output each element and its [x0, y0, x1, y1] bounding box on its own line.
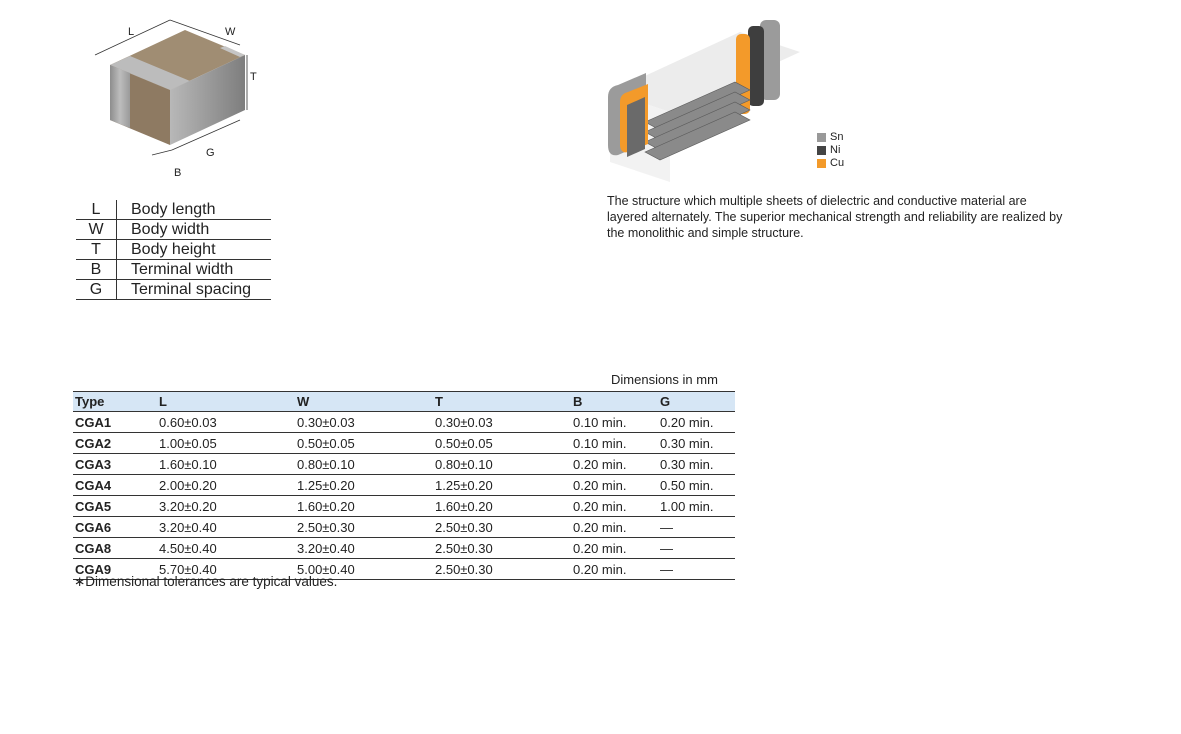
table-row [73, 517, 735, 538]
material-name: Ni [830, 144, 841, 156]
value-cell: 0.20 min. [571, 475, 658, 496]
material-name: Sn [830, 131, 844, 143]
material-item [817, 131, 844, 144]
header-l: L [157, 392, 295, 412]
dim-label-l: L [128, 26, 135, 38]
value-cell: — [658, 517, 735, 538]
swatch-cu [817, 159, 826, 168]
value-cell: 1.00±0.05 [157, 433, 295, 454]
type-cell: CGA2 [73, 433, 157, 454]
table-header-row [73, 392, 735, 412]
structure-description: The structure which multiple sheets of dielectric and conductive material are layered alternately. The superior mechanical strength and reliability are realized by the monolithic and simple structure. [607, 194, 1063, 240]
value-cell: 2.50±0.30 [433, 559, 571, 580]
value-cell: 0.30 min. [658, 454, 735, 475]
table-row [73, 454, 735, 475]
type-cell: CGA4 [73, 475, 157, 496]
value-cell: 0.10 min. [571, 433, 658, 454]
value-cell: 1.60±0.20 [433, 496, 571, 517]
value-cell: — [658, 538, 735, 559]
value-cell: 5.00±0.40 [295, 559, 433, 580]
legend-key: L [76, 200, 117, 220]
type-cell: CGA6 [73, 517, 157, 538]
value-cell: 3.20±0.40 [295, 538, 433, 559]
type-cell: CGA8 [73, 538, 157, 559]
dim-label-b: B [174, 167, 182, 179]
swatch-sn [817, 133, 826, 142]
value-cell: 1.25±0.20 [433, 475, 571, 496]
material-item [817, 144, 844, 157]
material-legend [817, 131, 844, 170]
capacitor-dimension-drawing [90, 10, 270, 185]
legend-row [76, 200, 271, 220]
value-cell: — [658, 559, 735, 580]
legend-label: Body length [117, 200, 272, 220]
value-cell: 0.80±0.10 [295, 454, 433, 475]
material-name: Cu [830, 157, 845, 169]
dim-label-g: G [206, 147, 215, 159]
value-cell: 2.50±0.30 [433, 538, 571, 559]
legend-row [76, 280, 271, 300]
value-cell: 0.30±0.03 [433, 412, 571, 433]
type-cell: CGA3 [73, 454, 157, 475]
legend-label: Terminal width [117, 260, 272, 280]
value-cell: 0.20 min. [571, 454, 658, 475]
header-w: W [295, 392, 433, 412]
dimensions-table [73, 391, 735, 580]
value-cell: 0.30±0.03 [295, 412, 433, 433]
type-cell: CGA9 [73, 559, 157, 580]
table-row [73, 475, 735, 496]
value-cell: 0.50±0.05 [433, 433, 571, 454]
legend-label: Terminal spacing [117, 280, 272, 300]
dim-label-w: W [225, 26, 236, 38]
legend-key: B [76, 260, 117, 280]
header-g: G [658, 392, 735, 412]
value-cell: 0.20 min. [571, 496, 658, 517]
value-cell: 1.00 min. [658, 496, 735, 517]
type-cell: CGA5 [73, 496, 157, 517]
value-cell: 0.10 min. [571, 412, 658, 433]
value-cell: 0.20 min. [571, 538, 658, 559]
legend-key: T [76, 240, 117, 260]
legend-key: W [76, 220, 117, 240]
table-row [73, 538, 735, 559]
header-b: B [571, 392, 658, 412]
value-cell: 2.50±0.30 [433, 517, 571, 538]
legend-row [76, 240, 271, 260]
legend-key: G [76, 280, 117, 300]
value-cell: 2.50±0.30 [295, 517, 433, 538]
value-cell: 0.60±0.03 [157, 412, 295, 433]
value-cell: 2.00±0.20 [157, 475, 295, 496]
legend-row [76, 260, 271, 280]
table-row [73, 496, 735, 517]
legend-row [76, 220, 271, 240]
value-cell: 3.20±0.20 [157, 496, 295, 517]
type-cell: CGA1 [73, 412, 157, 433]
swatch-ni [817, 146, 826, 155]
value-cell: 0.50 min. [658, 475, 735, 496]
value-cell: 0.20 min. [658, 412, 735, 433]
value-cell: 4.50±0.40 [157, 538, 295, 559]
value-cell: 0.20 min. [571, 559, 658, 580]
value-cell: 1.60±0.10 [157, 454, 295, 475]
table-row [73, 412, 735, 433]
footnote: ∗Dimensional tolerances are typical values. [74, 574, 338, 589]
internal-structure-drawing [600, 12, 810, 182]
dim-label-t: T [250, 71, 257, 83]
value-cell: 5.70±0.40 [157, 559, 295, 580]
units-note: Dimensions in mm [611, 372, 718, 387]
legend-label: Body height [117, 240, 272, 260]
value-cell: 1.25±0.20 [295, 475, 433, 496]
value-cell: 3.20±0.40 [157, 517, 295, 538]
value-cell: 0.50±0.05 [295, 433, 433, 454]
legend-label: Body width [117, 220, 272, 240]
value-cell: 0.30 min. [658, 433, 735, 454]
material-item [817, 157, 844, 170]
value-cell: 1.60±0.20 [295, 496, 433, 517]
table-row [73, 433, 735, 454]
header-t: T [433, 392, 571, 412]
header-type: Type [73, 392, 157, 412]
value-cell: 0.20 min. [571, 517, 658, 538]
dimension-legend-table [76, 200, 271, 300]
value-cell: 0.80±0.10 [433, 454, 571, 475]
